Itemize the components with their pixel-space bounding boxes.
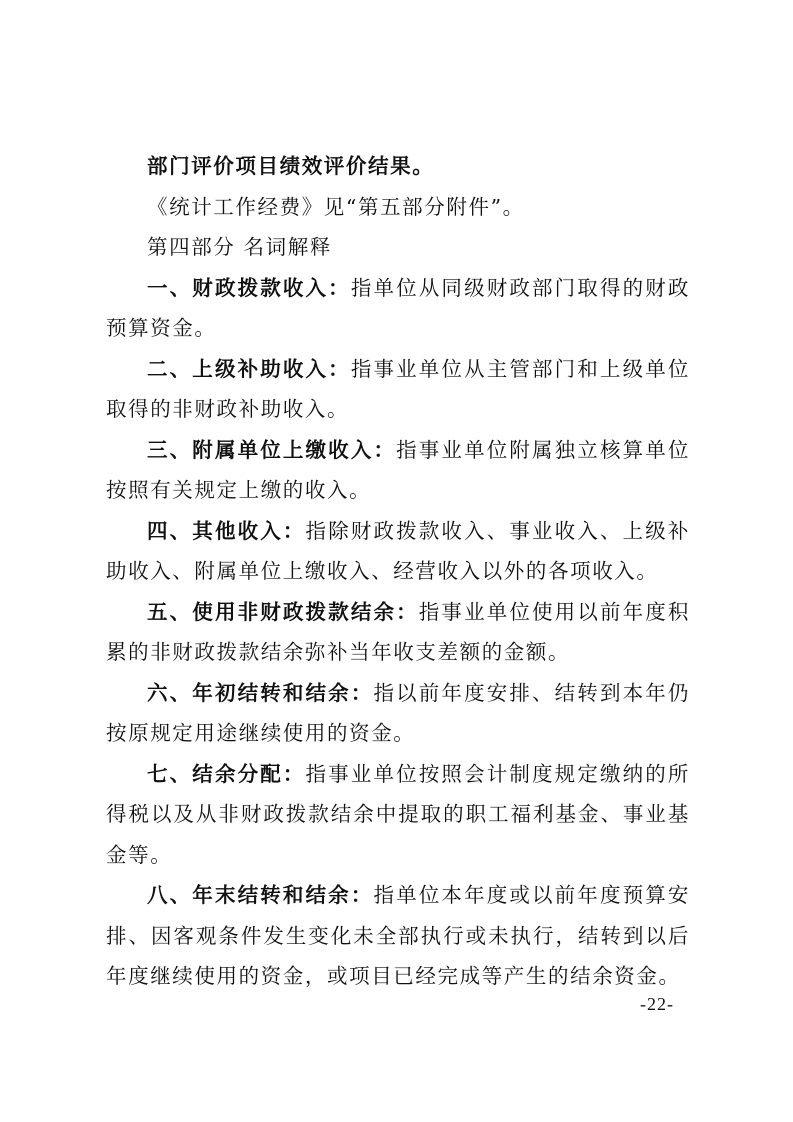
definition-item bbox=[106, 592, 690, 673]
intro-line-result: 部门评价项目绩效评价结果。 bbox=[147, 154, 435, 178]
definition-item bbox=[106, 349, 690, 430]
intro-line-attachment: 《统计工作经费》见“第五部分附件”。 bbox=[147, 194, 525, 219]
definition-text: 指单位从同级财政部门取得的财政预算资金。 bbox=[106, 275, 690, 340]
definition-text: 指事业单位附属独立核算单位按照有关规定上缴的收入。 bbox=[106, 437, 690, 502]
definition-term: 三、附属单位上缴收入： bbox=[147, 437, 397, 462]
definition-item bbox=[106, 754, 690, 876]
definition-text: 指事业单位使用以前年度积累的非财政拨款结余弥补当年收支差额的金额。 bbox=[106, 599, 691, 664]
definition-text: 指以前年度安排、结转到本年仍按原规定用途继续使用的资金。 bbox=[106, 680, 691, 745]
definition-text: 指事业单位按照会计制度规定缴纳的所得税以及从非财政拨款结余中提取的职工福利基金、事业基金等。 bbox=[106, 761, 691, 867]
definition-item bbox=[106, 673, 690, 754]
page-body bbox=[106, 146, 690, 997]
section-heading: 第四部分 名词解释 bbox=[147, 235, 332, 259]
definition-term: 六、年初结转和结余： bbox=[147, 680, 374, 705]
definition-item bbox=[106, 875, 690, 997]
definition-term: 四、其他收入： bbox=[147, 518, 306, 543]
definition-term: 七、结余分配： bbox=[147, 761, 306, 786]
definition-item bbox=[106, 268, 690, 349]
definition-term: 八、年末结转和结余： bbox=[147, 883, 374, 907]
definition-item bbox=[106, 511, 690, 592]
definition-text: 指除财政拨款收入、事业收入、上级补助收入、附属单位上缴收入、经营收入以外的各项收入。 bbox=[106, 518, 691, 583]
definition-item bbox=[106, 430, 690, 511]
definition-term: 二、上级补助收入： bbox=[147, 356, 351, 381]
definition-term: 五、使用非财政拨款结余： bbox=[147, 599, 419, 624]
page-number: -22- bbox=[640, 994, 674, 1014]
definition-text: 指事业单位从主管部门和上级单位取得的非财政补助收入。 bbox=[106, 356, 690, 421]
definition-text: 指单位本年度或以前年度预算安排、因客观条件发生变化未全部执行或未执行，结转到以后年度继续使用的资金，或项目已经完成等产生的结余资金。 bbox=[106, 883, 691, 988]
definition-term: 一、财政拨款收入： bbox=[147, 275, 351, 300]
